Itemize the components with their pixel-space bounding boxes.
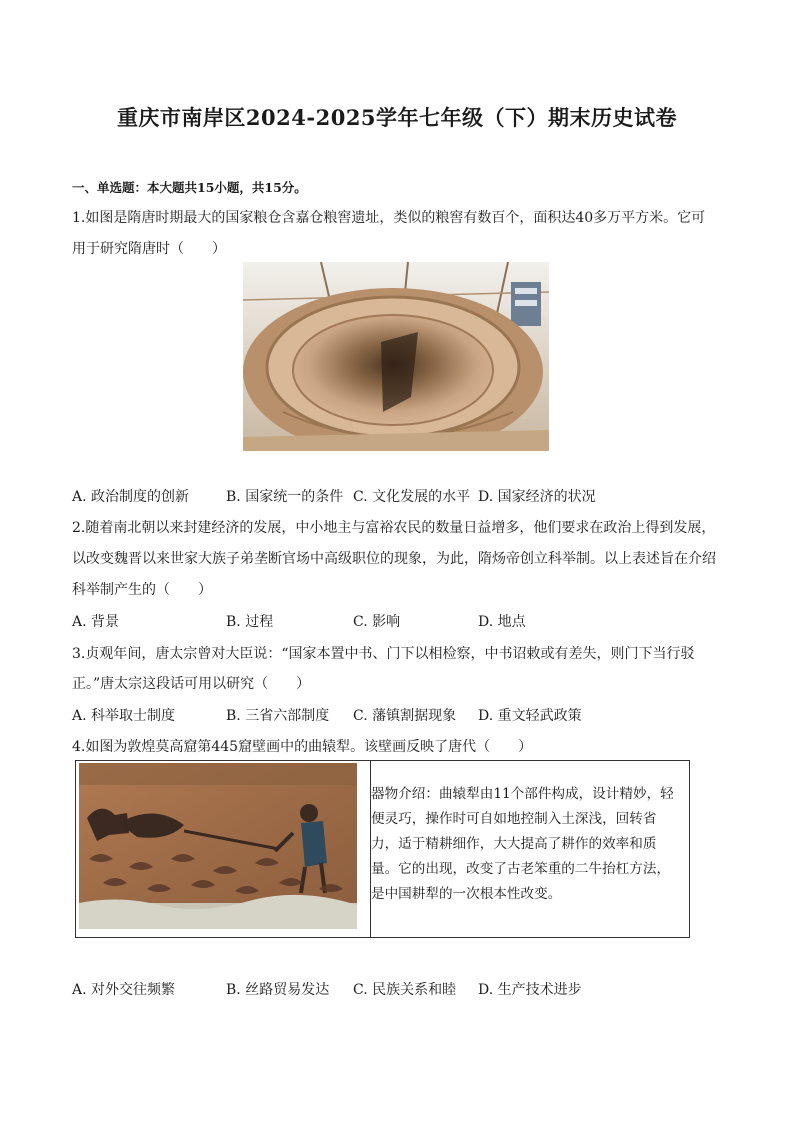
q2-option-b[interactable]: B. 过程 bbox=[226, 614, 274, 630]
mural-plow-image bbox=[79, 763, 357, 929]
q4-option-b[interactable]: B. 丝路贸易发达 bbox=[226, 982, 330, 998]
q2-stem-line-3: 科举制产生的（ ） bbox=[72, 582, 212, 598]
q4-stem-line-1: 4.如图为敦煌莫高窟第445窟壁画中的曲辕犁。该壁画反映了唐代（ ） bbox=[72, 739, 533, 755]
q4-material-table bbox=[75, 760, 690, 938]
q3-option-a[interactable]: A. 科举取士制度 bbox=[72, 708, 176, 724]
q1-stem-line-2: 用于研究隋唐时（ ） bbox=[72, 241, 226, 257]
q3-stem-line-1: 3.贞观年间，唐太宗曾对大臣说：“国家本置中书、门下以相检察，中书诏敕或有差失，则门下当行驳 bbox=[72, 646, 695, 662]
q4-option-d[interactable]: D. 生产技术进步 bbox=[478, 982, 582, 998]
q2-option-a[interactable]: A. 背景 bbox=[72, 614, 120, 630]
q1-option-c[interactable]: C. 文化发展的水平 bbox=[353, 489, 471, 505]
q3-option-c[interactable]: C. 藩镇割据现象 bbox=[353, 708, 457, 724]
q2-stem-line-2: 以改变魏晋以来世家大族子弟垄断官场中高级职位的现象，为此，隋炀帝创立科举制。以上表述旨在介绍 bbox=[72, 551, 716, 567]
section-heading: 一、单选题：本大题共15小题，共15分。 bbox=[72, 180, 307, 195]
q3-stem-line-2: 正。”唐太宗这段话可用以研究（ ） bbox=[72, 676, 311, 692]
q2-option-c[interactable]: C. 影响 bbox=[353, 614, 401, 630]
q1-stem-line-1: 1.如图是隋唐时期最大的国家粮仓含嘉仓粮窖遗址，类似的粮窖有数百个，面积达40多万平方米。它可 bbox=[72, 210, 706, 226]
granary-pit-photo bbox=[243, 262, 549, 451]
q1-option-d[interactable]: D. 国家经济的状况 bbox=[478, 489, 596, 505]
page-title: 重庆市南岸区2024-2025学年七年级（下）期末历史试卷 bbox=[116, 105, 678, 130]
q4-option-a[interactable]: A. 对外交往频繁 bbox=[72, 982, 176, 998]
q4-intro-line-3: 力，适于精耕细作，大大提高了耕作的效率和质 bbox=[371, 836, 657, 852]
q2-option-d[interactable]: D. 地点 bbox=[478, 614, 526, 630]
q4-option-c[interactable]: C. 民族关系和睦 bbox=[353, 982, 457, 998]
q2-stem-line-1: 2.随着南北朝以来封建经济的发展，中小地主与富裕农民的数量日益增多，他们要求在政治上得到发展， bbox=[72, 520, 716, 536]
q3-option-b[interactable]: B. 三省六部制度 bbox=[226, 708, 330, 724]
q1-option-b[interactable]: B. 国家统一的条件 bbox=[226, 489, 344, 505]
q3-option-d[interactable]: D. 重文轻武政策 bbox=[478, 708, 582, 724]
q4-intro-line-1: 器物介绍：曲辕犁由11个部件构成，设计精妙，轻 bbox=[371, 786, 674, 802]
q4-intro-line-2: 便灵巧，操作时可自如地控制入土深浅，回转省 bbox=[371, 811, 657, 827]
q4-intro-line-5: 是中国耕犁的一次根本性改变。 bbox=[371, 886, 562, 902]
q1-option-a[interactable]: A. 政治制度的创新 bbox=[72, 489, 190, 505]
q4-intro-line-4: 量。它的出现，改变了古老笨重的二牛抬杠方法， bbox=[371, 861, 671, 877]
